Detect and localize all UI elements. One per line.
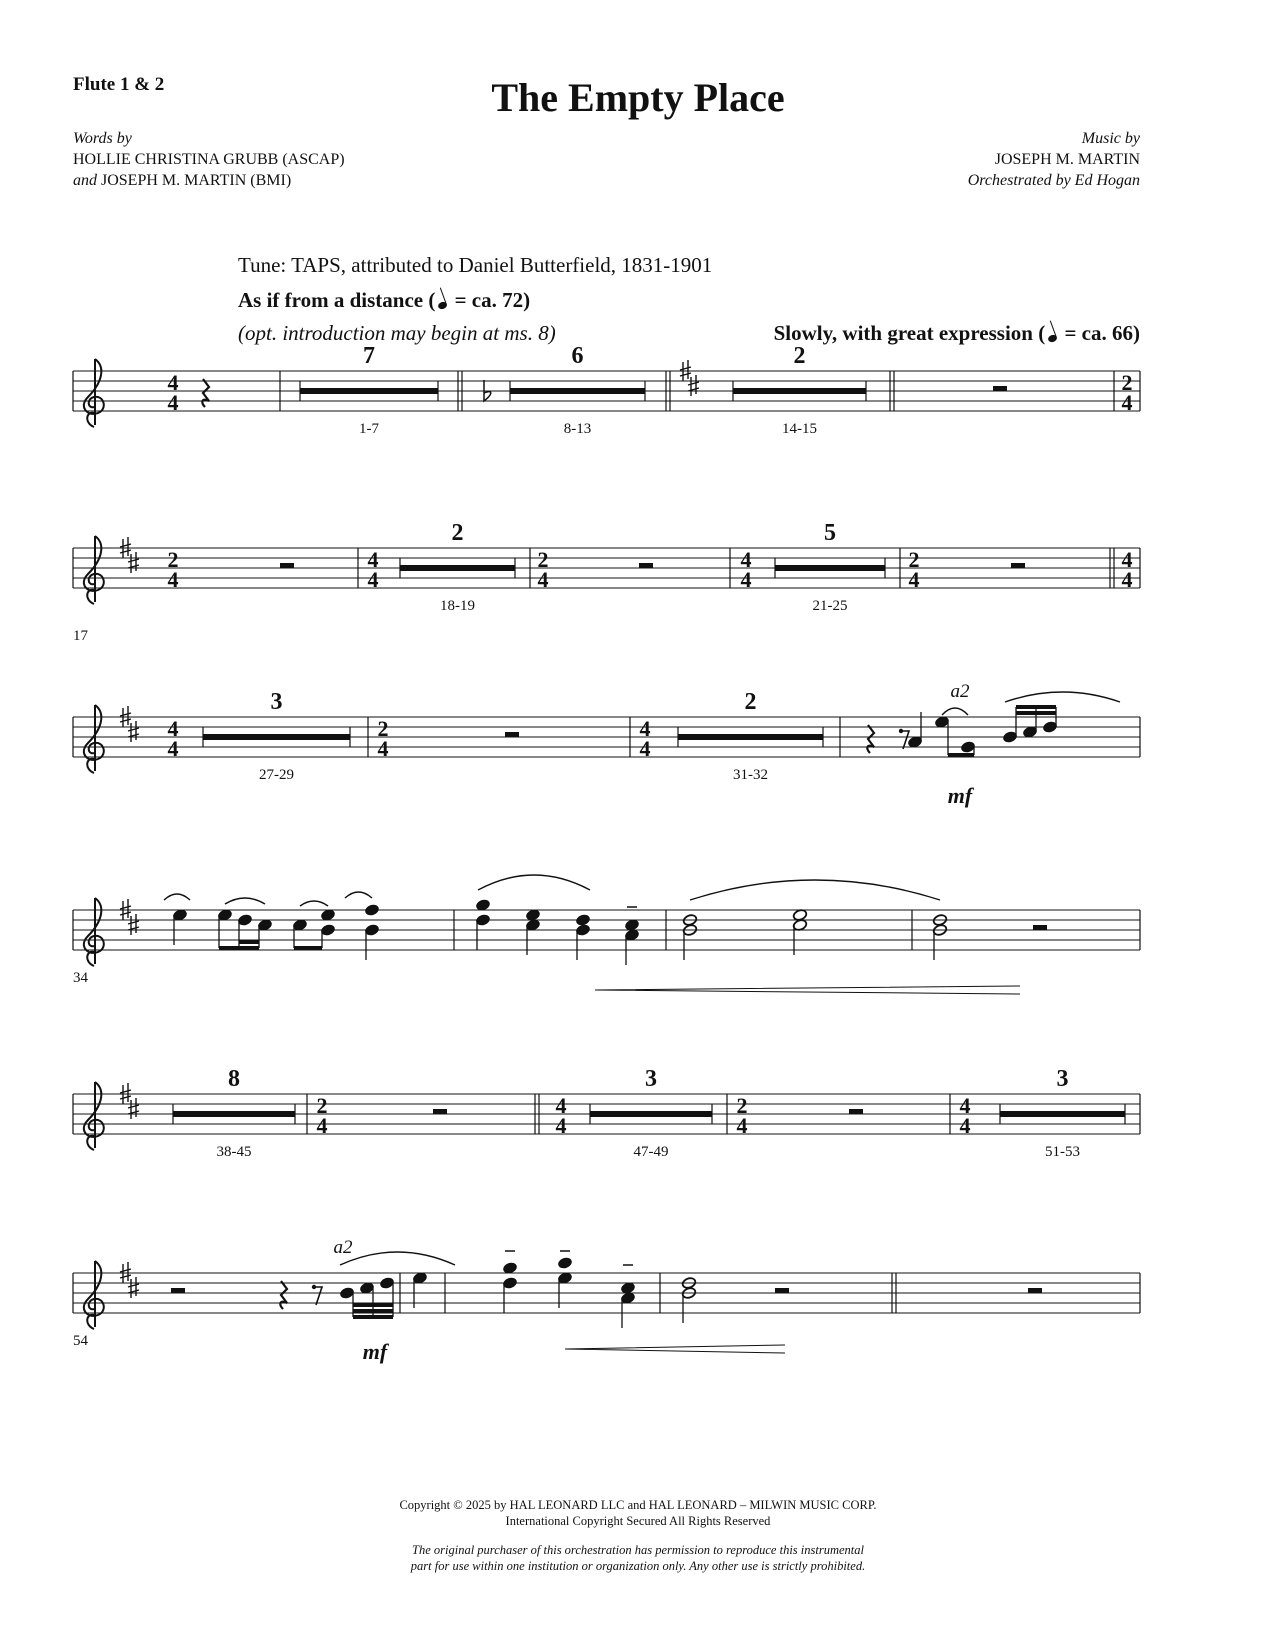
measure-number: 54	[73, 1333, 88, 1349]
quarter-rest-icon	[280, 1281, 287, 1309]
time-signature-bottom: 4	[1121, 390, 1133, 415]
staff	[73, 536, 1140, 604]
copyright-line-1: Copyright © 2025 by HAL LEONARD LLC and HAL LEONARD – MILWIN MUSIC CORP.	[399, 1498, 877, 1512]
lyricist-2: JOSEPH M. MARTIN (BMI)	[101, 172, 292, 189]
treble-clef-icon	[84, 705, 104, 773]
treble-clef-icon	[84, 536, 104, 604]
half-rest-icon	[849, 1109, 863, 1114]
rest-count: 7	[363, 343, 375, 369]
slur	[340, 1252, 455, 1265]
rest-measure-range: 47-49	[633, 1144, 669, 1160]
time-signature-top: 4	[167, 716, 179, 741]
treble-clef-icon	[84, 898, 104, 966]
copyright-line-2: International Copyright Secured All Rights Reserved	[505, 1514, 771, 1528]
multimeasure-rest-bar	[300, 388, 438, 394]
usage-notice-2: part for use within one institution or organization only. Any other use is strictly prohibited.	[410, 1559, 866, 1573]
lyricist-2-prefix: and	[73, 172, 97, 189]
time-signature-bottom: 4	[555, 1113, 567, 1138]
rest-measure-range: 31-32	[733, 767, 768, 783]
lyricist-1: HOLLIE CHRISTINA GRUBB (ASCAP)	[73, 151, 345, 168]
rest-count: 3	[1056, 1066, 1069, 1092]
rest-count: 3	[645, 1066, 657, 1092]
measure-number: 34	[73, 970, 88, 986]
treble-clef-icon	[84, 1261, 104, 1329]
time-signature-bottom: 4	[167, 736, 179, 761]
multimeasure-rest-bar	[1000, 1111, 1125, 1117]
usage-notice-1: The original purchaser of this orchestration has permission to reproduce this instrumental	[412, 1543, 864, 1557]
rest-measure-range: 21-25	[812, 598, 848, 614]
copyright-block	[0, 1497, 1276, 1529]
rest-count: 5	[824, 520, 836, 546]
half-rest-icon	[433, 1109, 447, 1114]
half-rest-icon	[1028, 1288, 1042, 1293]
multimeasure-rest-bar	[203, 734, 350, 740]
rest-measure-range: 8-13	[563, 421, 592, 437]
tempo2-text: Slowly, with great expression (	[773, 321, 1046, 345]
time-signature-top: 4	[959, 1093, 971, 1118]
dynamic-mark: mf	[362, 1339, 388, 1364]
note-head	[575, 914, 590, 927]
eighth-rest-icon	[314, 1287, 322, 1305]
rest-count: 8	[228, 1066, 240, 1092]
half-rest-icon	[280, 563, 294, 568]
rest-measure-range: 1-7	[359, 421, 379, 437]
rest-count: 2	[793, 343, 806, 369]
sharp-icon	[128, 552, 139, 573]
measure-number: 17	[73, 628, 88, 644]
slur	[942, 708, 968, 715]
slur	[300, 901, 328, 906]
multimeasure-rest-bar	[400, 565, 515, 571]
a2-marking: a2	[333, 1237, 353, 1258]
time-signature-top: 4	[1121, 547, 1133, 572]
time-signature-bottom: 4	[377, 736, 389, 761]
note-head	[364, 904, 379, 917]
treble-clef-icon	[84, 359, 104, 427]
sharp-icon	[128, 721, 139, 742]
time-signature-bottom: 4	[959, 1113, 971, 1138]
a2-marking: a2	[950, 681, 970, 702]
half-rest-icon	[639, 563, 653, 568]
time-signature-top: 4	[367, 547, 379, 572]
time-signature-top: 2	[537, 547, 549, 572]
staff	[73, 1261, 1140, 1329]
quarter-rest-icon	[202, 379, 209, 407]
slur	[164, 894, 190, 900]
time-signature-bottom: 4	[740, 567, 752, 592]
time-signature-top: 4	[555, 1093, 567, 1118]
time-signature-bottom: 4	[316, 1113, 328, 1138]
tempo1-value: = ca. 72)	[449, 288, 531, 312]
multimeasure-rest-bar	[678, 734, 823, 740]
multimeasure-rest-bar	[733, 388, 866, 394]
time-signature-top: 2	[316, 1093, 328, 1118]
slur	[478, 875, 590, 890]
sharp-icon	[128, 1098, 139, 1119]
slur	[1005, 692, 1120, 702]
time-signature-top: 4	[167, 370, 179, 395]
time-signature-top: 2	[736, 1093, 748, 1118]
time-signature-top: 2	[167, 547, 179, 572]
time-signature-bottom: 4	[167, 390, 179, 415]
sharp-icon	[128, 914, 139, 935]
rest-count: 2	[451, 520, 464, 546]
decrescendo-hairpin	[595, 986, 1020, 994]
multimeasure-rest-bar	[775, 565, 885, 571]
rest-measure-range: 51-53	[1045, 1144, 1080, 1160]
time-signature-bottom: 4	[167, 567, 179, 592]
sharp-icon	[688, 375, 699, 396]
part-name: Flute 1 & 2	[73, 74, 165, 95]
time-signature-top: 4	[639, 716, 651, 741]
multimeasure-rest-bar	[173, 1111, 295, 1117]
note-head	[557, 1257, 572, 1270]
time-signature-bottom: 4	[639, 736, 651, 761]
optional-intro-note: (opt. introduction may begin at ms. 8)	[238, 321, 556, 345]
time-signature-top: 2	[1121, 370, 1133, 395]
rest-count: 2	[744, 689, 757, 715]
rest-measure-range: 38-45	[216, 1144, 252, 1160]
decrescendo-hairpin	[565, 1345, 785, 1353]
time-signature-top: 2	[377, 716, 389, 741]
half-rest-icon	[505, 732, 519, 737]
words-label: Words by	[73, 130, 132, 147]
half-rest-icon	[993, 386, 1007, 391]
slur	[690, 880, 940, 900]
eighth-rest-dot	[899, 729, 903, 733]
half-rest-icon	[775, 1288, 789, 1293]
multimeasure-rest-bar	[590, 1111, 712, 1117]
rest-count: 3	[270, 689, 283, 715]
time-signature-bottom: 4	[367, 567, 379, 592]
composer: JOSEPH M. MARTIN	[994, 151, 1140, 168]
slur	[225, 898, 265, 904]
slur	[345, 892, 372, 898]
time-signature-top: 2	[908, 547, 920, 572]
rest-measure-range: 14-15	[782, 421, 817, 437]
tempo2-value: = ca. 66)	[1059, 321, 1140, 345]
staff	[73, 898, 1140, 966]
time-signature-top: 4	[740, 547, 752, 572]
time-signature-bottom: 4	[1121, 567, 1133, 592]
eighth-rest-icon	[901, 731, 909, 749]
tempo1-text: As if from a distance (	[238, 288, 436, 312]
dynamic-mark: mf	[947, 783, 973, 808]
half-rest-icon	[171, 1288, 185, 1293]
rest-measure-range: 27-29	[259, 767, 294, 783]
half-rest-icon	[1011, 563, 1025, 568]
time-signature-bottom: 4	[537, 567, 549, 592]
half-rest-icon	[1033, 925, 1047, 930]
music-label: Music by	[1081, 130, 1140, 147]
tune-credit: Tune: TAPS, attributed to Daniel Butterfield, 1831-1901	[238, 253, 713, 277]
sharp-icon	[128, 1277, 139, 1298]
usage-notice	[0, 1542, 1276, 1574]
orchestrator: Orchestrated by Ed Hogan	[967, 172, 1140, 189]
eighth-rest-dot	[312, 1285, 316, 1289]
song-title: The Empty Place	[491, 75, 785, 120]
time-signature-bottom: 4	[736, 1113, 748, 1138]
time-signature-bottom: 4	[908, 567, 920, 592]
rest-count: 6	[571, 343, 584, 369]
treble-clef-icon	[84, 1082, 104, 1150]
rest-measure-range: 18-19	[440, 598, 475, 614]
multimeasure-rest-bar	[510, 388, 645, 394]
quarter-rest-icon	[867, 725, 874, 753]
